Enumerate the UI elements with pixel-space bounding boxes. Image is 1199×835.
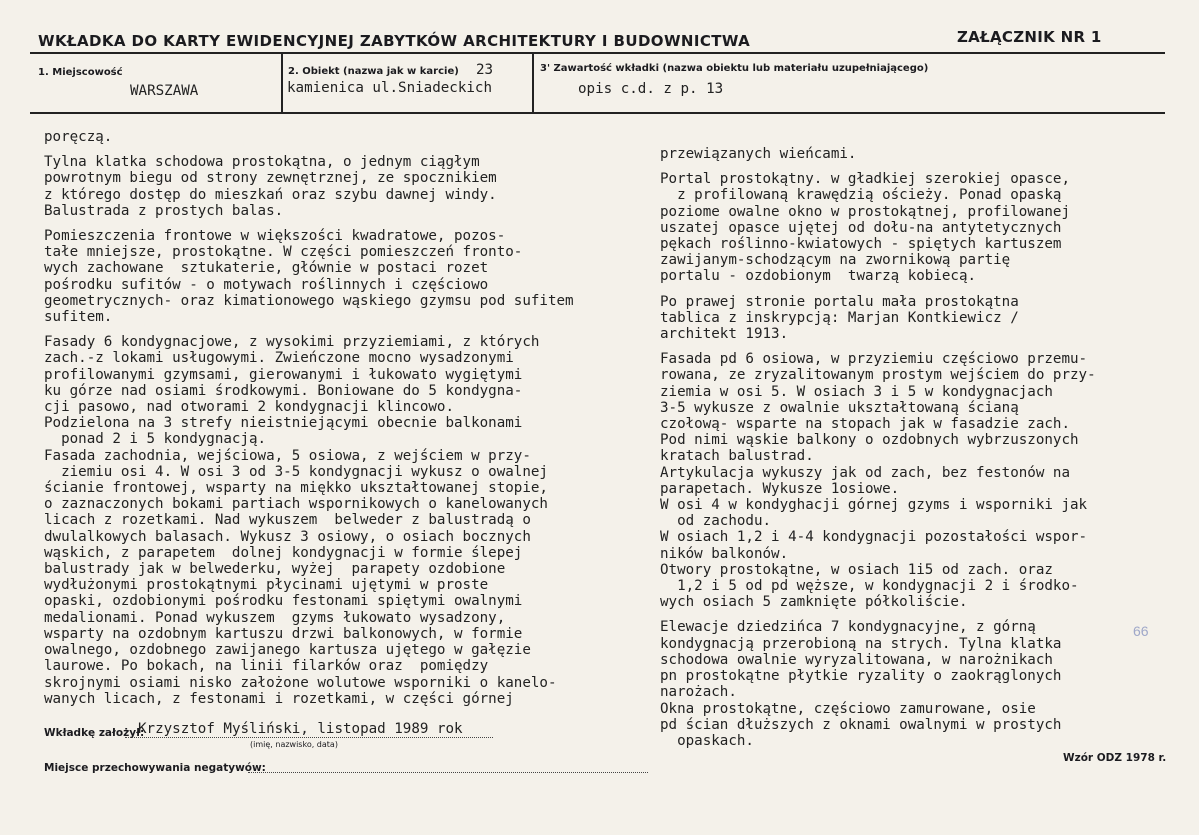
text-line: ku górze nad osiami środkowymi. Boniowane do 5 kondygna- <box>44 382 523 399</box>
text-line: ziemiu osi 4. W osi 3 od 3-5 kondygnacji wykusz o owalnej <box>44 463 548 480</box>
text-line: geometrycznych- oraz kimationowego wąskiego gzymsu pod sufitem <box>44 292 574 309</box>
text-line: Otwory prostokątne, w osiach 1i5 od zach. oraz <box>660 561 1053 578</box>
text-line: wąskich, z parapetem dolnej kondygnacji w formie ślepej <box>44 544 523 561</box>
text-line: Pomieszczenia frontowe w większości kwadratowe, pozos- <box>44 228 506 245</box>
form-mark: Wzór ODZ 1978 r. <box>1063 752 1167 764</box>
text-line: sufitem. <box>44 309 113 326</box>
description-right-column <box>660 146 1096 749</box>
text-line: poziome owalne okno w prostokątnej, profilowanej <box>660 203 1070 220</box>
text-line: Pod nimi wąskie balkony o ozdobnych wybrzuszonych <box>660 432 1079 449</box>
text-line: Balustrada z prostych balas. <box>44 202 284 219</box>
text-line: W osiach 1,2 i 4-4 kondygnacji pozostałości wspor- <box>660 529 1088 546</box>
text-line: kondygnacją przerobioną na strych. Tylna klatka <box>660 635 1062 652</box>
text-line: profilowanymi gzymsami, gierowanymi i łukowato wygiętymi <box>44 366 523 383</box>
text-line: kratach balustrad. <box>660 448 814 465</box>
text-line: owalnego, ozdobnego zawijanego kartusza ujętego w gałęzie <box>44 642 531 659</box>
text-line: Fasady 6 kondygnacjowe, z wysokimi przyziemiami, z których <box>44 334 540 351</box>
text-line: poręczą. <box>44 129 113 145</box>
text-line: balustrady jak w belwederku, wyżej parapety ozdobione <box>44 561 506 578</box>
negatives-line <box>248 772 648 773</box>
content-label: 3' Zawartość wkładki (nazwa obiektu lub materiału uzupełniającego) <box>540 63 929 74</box>
text-line: uszatej opasce ujętej od dołu-na antytetycznych <box>660 219 1062 236</box>
header-rule <box>30 52 1165 54</box>
text-line: od zachodu. <box>660 513 772 530</box>
author-label: Wkładkę założył: <box>44 727 145 739</box>
text-line: 3-5 wykusze z owalnie ukształtowaną ścianą <box>660 399 1019 416</box>
text-line: Po prawej stronie portalu mała prostokątna <box>660 293 1019 310</box>
text-line: wsparty na ozdobnym kartuszu drzwi balkonowych, w formie <box>44 625 523 642</box>
text-line: Okna prostokątne, częściowo zamurowane, osie <box>660 700 1036 717</box>
text-line: ponad 2 i 5 kondygnacją. <box>44 431 267 448</box>
author-value: Krzysztof Myśliński, listopad 1989 rok <box>138 721 463 737</box>
text-line: Fasada zachodnia, wejściowa, 5 osiowa, z wejściem w przy- <box>44 447 531 464</box>
text-line: cji pasowo, nad otworami 2 kondygnacji klincowo. <box>44 399 454 416</box>
text-line: zawijanym-schodzącym na zwornikową partię <box>660 252 1011 269</box>
text-line: ścianie frontowej, wsparty na miękko ukształtowanej stopie, <box>44 480 548 497</box>
text-line: narożach. <box>660 684 737 701</box>
text-line: Elewacje dziedzińca 7 kondygnacyjne, z górną <box>660 619 1036 636</box>
text-line: Artykulacja wykuszy jak od zach, bez festonów na <box>660 464 1070 481</box>
text-line: 1,2 i 5 od pd węższe, w kondygnacji 2 i środko- <box>660 578 1079 595</box>
card-title: WKŁADKA DO KARTY EWIDENCYJNEJ ZABYTKÓW ARCHITEKTURY I BUDOWNICTWA <box>38 32 751 50</box>
text-line: opaski, ozdobionymi pośrodku festonami spiętymi owalnymi <box>44 593 523 610</box>
text-line: portalu - ozdobionym twarzą kobiecą. <box>660 268 977 285</box>
author-sub-label: (imię, nazwisko, data) <box>250 740 338 749</box>
author-line <box>125 737 493 738</box>
locality-value: WARSZAWA <box>130 83 199 99</box>
object-number: 23 <box>476 62 494 78</box>
text-line: czołową- wsparte na stopach jak w fasadzie zach. <box>660 416 1070 433</box>
text-line: dwulalkowych balasach. Wykusz 3 osiowy, o osiach bocznych <box>44 528 531 545</box>
text-line: licach z rozetkami. Nad wykuszem belweder z balustradą o <box>44 512 531 529</box>
object-value: kamienica ul.Sniadeckich <box>287 80 492 96</box>
text-line: schodowa owalnie wyryzalitowana, w narożnikach <box>660 651 1053 668</box>
text-line: rowana, ze zryzalitowanym prostym wejściem do przy- <box>660 367 1096 384</box>
text-line: ników balkonów. <box>660 545 789 562</box>
text-line: laurowe. Po bokach, na linii filarków oraz pomiędzy <box>44 658 489 675</box>
text-line: Fasada pd 6 osiowa, w przyziemiu częściowo przemu- <box>660 351 1088 368</box>
text-line: architekt 1913. <box>660 326 789 343</box>
negatives-label: Miejsce przechowywania negatywów: <box>44 762 266 774</box>
text-line: skrojnymi osiami nisko założone wolutowe wsporniki o kanelo- <box>44 674 557 691</box>
text-line: Tylna klatka schodowa prostokątna, o jednym ciągłym <box>44 154 480 171</box>
text-line: W osi 4 w kondyghacji górnej gzyms i wsporniki jak <box>660 497 1088 514</box>
text-line: z którego dostęp do mieszkań oraz szybu dawnej windy. <box>44 186 497 203</box>
annex-number: ZAŁĄCZNIK NR 1 <box>957 28 1102 46</box>
text-line: zach.-z lokami usługowymi. Zwieńczone mocno wysadzonymi <box>44 350 514 367</box>
text-line: Portal prostokątny. w gładkiej szerokiej opasce, <box>660 171 1070 188</box>
field-divider-1 <box>281 53 283 112</box>
text-line: wanych licach, z festonami i rozetkami, w części górnej <box>44 690 514 707</box>
margin-note: 66 <box>1133 623 1149 639</box>
text-line: pn prostokątne płytkie ryzality o zaokrąglonych <box>660 668 1062 685</box>
text-line: wych osiach 5 zamknięte półkoliście. <box>660 594 968 611</box>
text-line: o zaznaczonych bokami partiach wspornikowych o kanelowanych <box>44 496 548 513</box>
text-line: medalionami. Ponad wykuszem gzyms łukowato wysadzony, <box>44 609 506 626</box>
text-line: ziemia w osi 5. W osiach 3 i 5 w kondygnacjach <box>660 383 1053 400</box>
text-line: pd ścian dłuższych z oknami owalnymi w prostych <box>660 716 1062 733</box>
fields-rule <box>30 112 1165 114</box>
content-value: opis c.d. z p. 13 <box>578 81 724 97</box>
text-line: wych zachowane sztukaterie, głównie w postaci rozet <box>44 260 489 277</box>
text-line: powrotnym biegu od strony zewnętrznej, ze spocznikiem <box>44 170 497 187</box>
object-label: 2. Obiekt (nazwa jak w karcie) <box>288 66 459 77</box>
text-line: wydłużonymi prostokątnymi płycinami ujętymi w proste <box>44 577 489 594</box>
field-divider-2 <box>532 53 534 112</box>
text-line: tałe mniejsze, prostokątne. W części pomieszczeń fronto- <box>44 244 523 261</box>
text-line: Podzielona na 3 strefy nieistniejącymi obecnie balkonami <box>44 415 523 432</box>
text-line: parapetach. Wykusze 1osiowe. <box>660 480 900 497</box>
text-line: pośrodku sufitów - o motywach roślinnych i częściowo <box>44 276 489 293</box>
text-line: opaskach. <box>660 732 754 749</box>
description-left-column <box>44 129 574 707</box>
text-line: z profilowaną krawędzią ościeży. Ponad opaską <box>660 187 1062 204</box>
locality-label: 1. Miejscowość <box>38 67 123 78</box>
text-line: tablica z inskrypcją: Marjan Kontkiewicz / <box>660 309 1019 326</box>
text-line: pękach roślinno-kwiatowych - spiętych kartuszem <box>660 236 1062 253</box>
text-line: przewiązanych wieńcami. <box>660 146 857 162</box>
